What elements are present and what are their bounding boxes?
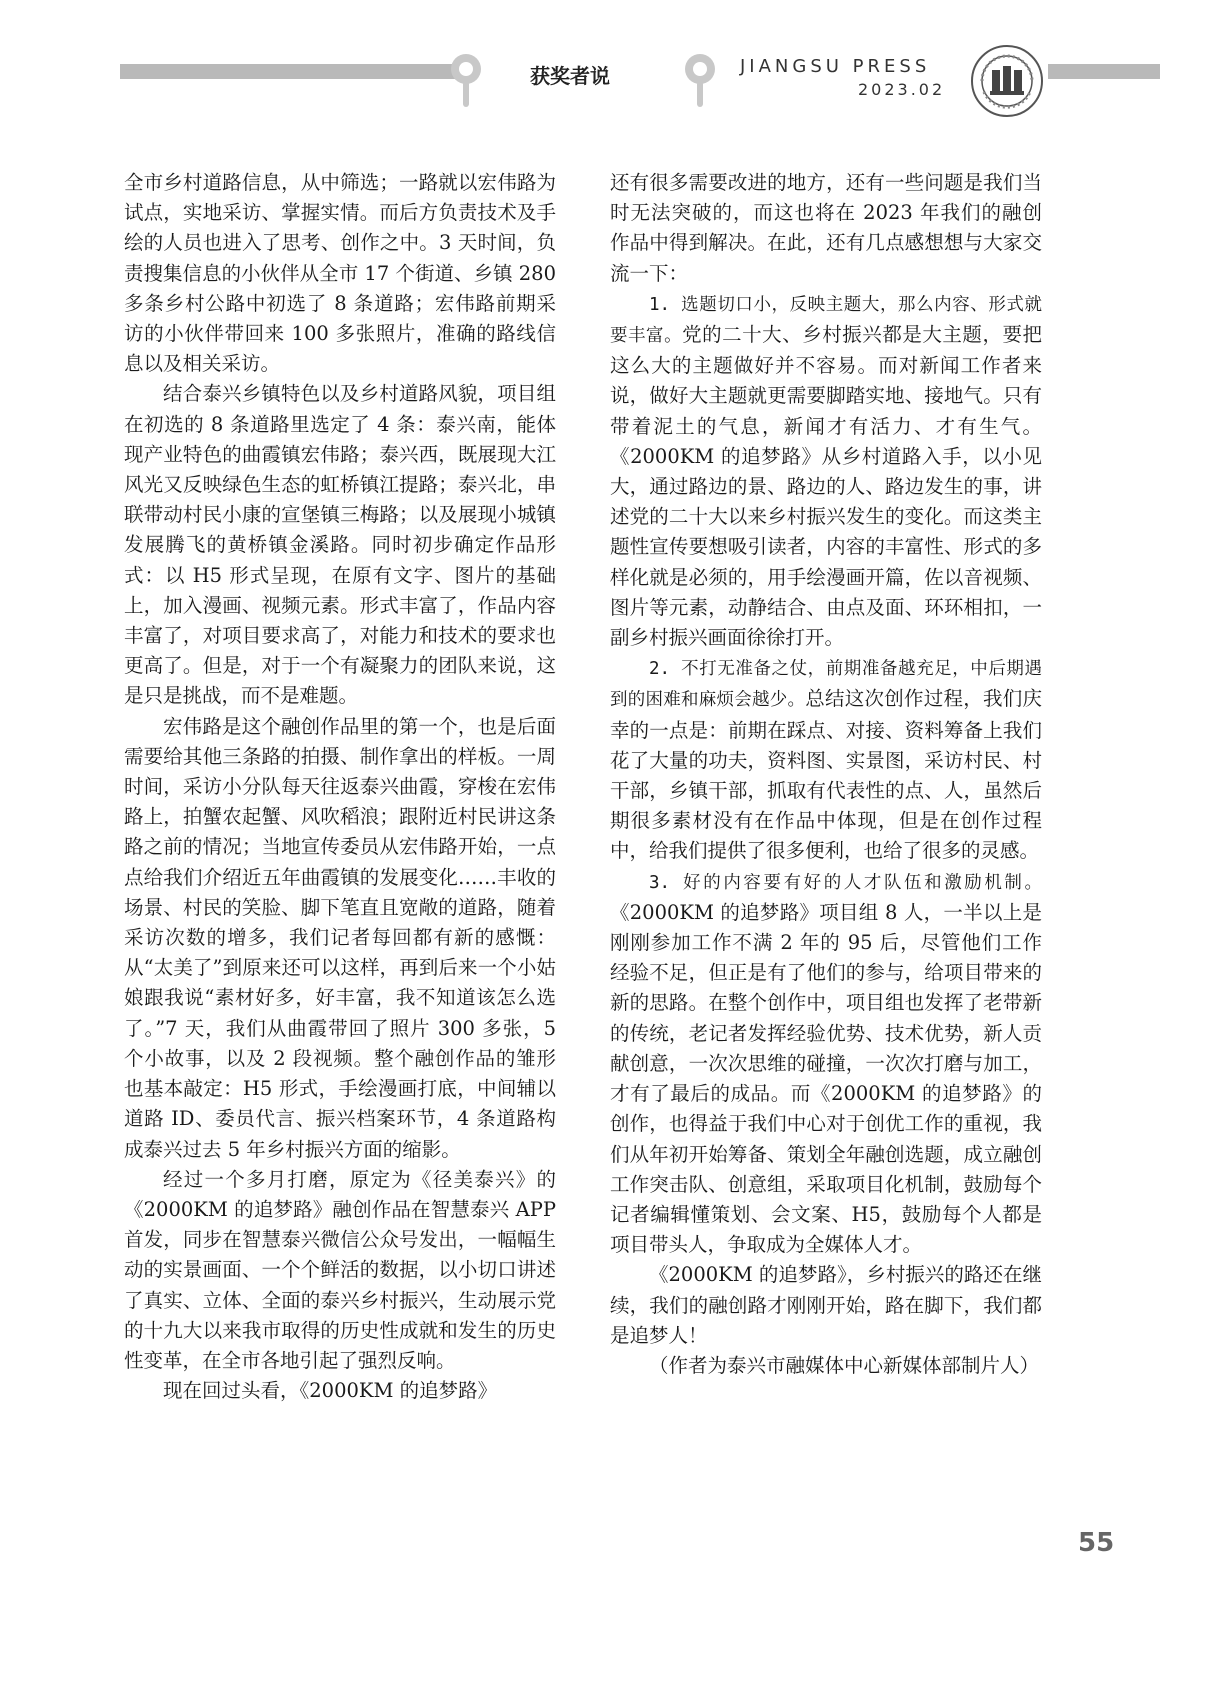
jiangsu-seal-logo-icon xyxy=(970,44,1044,118)
author-note: （作者为泰兴市融媒体中心新媒体部制片人） xyxy=(649,1353,1040,1377)
paragraph: 宏伟路是这个融创作品里的第一个，也是后面需要给其他三条路的拍摄、制作拿出的样板。一周时间，采访小分队每天往返泰兴曲霞，穿梭在宏伟路上，拍蟹农起蟹、风吹稻浪；跟附近村民讲这条路之前的情况；当地宣传委员从宏伟路开始，一点点给我们介绍近五年曲霞镇的发展变化……丰收的场景、村民的笑脸、脚下笔直且宽敞的道路，随着采访次数的增多，我们记者每回都有新的感慨：从“太美了”到原来还可以这样，再到后来一个小姑娘跟我说“素材好多，好丰富，我不知道该怎么选了。”7 天，我们从曲霞带回了照片 300 多张，5 个小故事，以及 2 段视频。整个融创作品的雏形也基本敲定：H5 形式，手绘漫画打底，中间辅以道路 ID、委员代言、振兴档案环节，4 条道路构成泰兴过去 5 年乡村振兴方面的缩影。 xyxy=(124,714,556,1161)
paragraph: 现在回过头看，《2000KM 的追梦路》 xyxy=(163,1379,498,1403)
point-heading: 2. 不打无准备之仗，前期准备越充足，中后期遇到的困难和麻烦会越少。 xyxy=(610,659,1042,711)
paragraph: 全市乡村道路信息，从中筛选；一路就以宏伟路为试点，实地采访、掌握实情。而后方负责技术及手绘的人员也进入了思考、创作之中。3 天时间，负责搜集信息的小伙伴从全市 17 个街道、乡镇 280 多条乡村公路中初选了 8 条道路；宏伟路前期采访的小伙伴带回来 100 多张照片，准确的路线信息以及相关采访。 xyxy=(124,171,556,376)
paragraph xyxy=(610,867,1042,1261)
location-pin-icon xyxy=(443,50,489,110)
press-name: JIANGSU PRESS xyxy=(740,56,931,77)
paragraph: 结合泰兴乡镇特色以及乡村道路风貌，项目组在初选的 8 条道路里选定了 4 条：泰兴南，能体现产业特色的曲霞镇宏伟路；泰兴西，既展现大江风光又反映绿色生态的虹桥镇江提路；泰兴北，串联带动村民小康的宣堡镇三梅路；以及展现小城镇发展腾飞的黄桥镇金溪路。同时初步确定作品形式：以 H5 形式呈现，在原有文字、图片的基础上，加入漫画、视频元素。形式丰富了，作品内容丰富了，对项目要求高了，对能力和技术的要求也更高了。但是，对于一个有凝聚力的团队来说，这是只是挑战，而不是难题。 xyxy=(124,382,556,708)
point-body: 党的二十大、乡村振兴都是大主题，要把这么大的主题做好并不容易。而对新闻工作者来说，做好大主题就更需要脚踏实地、接地气。只有带着泥土的气息，新闻才有活力、才有生气。《2000KM 的追梦路》从乡村道路入手，以小见大，通过路边的景、路边的人、路边发生的事，讲述党的二十大以来乡村振兴发生的变化。而这类主题性宣传要想吸引读者，内容的丰富性、形式的多样化就是必须的，用手绘漫画开篇，佐以音视频、图片等元素，动静结合、由点及面、环环相扣，一副乡村振兴画面徐徐打开。 xyxy=(610,323,1042,650)
left-column xyxy=(124,168,556,1406)
point-heading: 1. 选题切口小，反映主题大，那么内容、形式就要丰富。 xyxy=(610,294,1042,347)
paragraph: 还有很多需要改进的地方，还有一些问题是我们当时无法突破的，而这也将在 2023 年我们的融创作品中得到解决。在此，还有几点感想想与大家交流一下： xyxy=(610,171,1042,285)
header-bar-left xyxy=(120,64,456,79)
point-heading: 3. 好的内容要有好的人才队伍和激励机制。 xyxy=(649,872,1042,893)
location-pin-icon xyxy=(677,50,723,110)
point-body: 总结这次创作过程，我们庆幸的一点是：前期在踩点、对接、资料筹备上我们花了大量的功夫，资料图、实景图，采访村民、村干部，乡镇干部，抓取有代表性的点、人，虽然后期很多素材没有在作品中体现，但是在创作过程中，给我们提供了很多便利，也给了很多的灵感。 xyxy=(610,687,1042,863)
paragraph xyxy=(610,653,1042,866)
page-number: 55 xyxy=(1078,1528,1115,1558)
paragraph xyxy=(610,289,1042,653)
paragraph: 《2000KM 的追梦路》，乡村振兴的路还在继续，我们的融创路才刚刚开始，路在脚下，我们都是追梦人！ xyxy=(610,1263,1042,1347)
header-bar-right xyxy=(1048,64,1160,79)
issue-date: 2023.02 xyxy=(858,80,946,99)
paragraph: 经过一个多月打磨，原定为《径美泰兴》的《2000KM 的追梦路》融创作品在智慧泰兴 APP 首发，同步在智慧泰兴微信公众号发出，一幅幅生动的实景画面、一个个鲜活的数据，以小切口讲述了真实、立体、全面的泰兴乡村振兴，生动展示党的十九大以来我市取得的历史性成就和发生的历史性变革，在全市各地引起了强烈反响。 xyxy=(124,1167,556,1372)
point-body: 《2000KM 的追梦路》项目组 8 人，一半以上是刚刚参加工作不满 2 年的 95 后，尽管他们工作经验不足，但正是有了他们的参与，给项目带来的新的思路。在整个创作中，项目组也发挥了老带新的传统，老记者发挥经验优势、技术优势，新人贡献创意，一次次思维的碰撞，一次次打磨与加工，才有了最后的成品。而《2000KM 的追梦路》的创作，也得益于我们中心对于创优工作的重视，我们从年初开始筹备、策划全年融创选题，成立融创工作突击队、创意组，采取项目化机制，鼓励每个记者编辑懂策划、会文案、H5，鼓励每个人都是项目带头人，争取成为全媒体人才。 xyxy=(610,900,1042,1257)
section-title: 获奖者说 xyxy=(530,64,610,88)
right-column xyxy=(610,168,1042,1381)
